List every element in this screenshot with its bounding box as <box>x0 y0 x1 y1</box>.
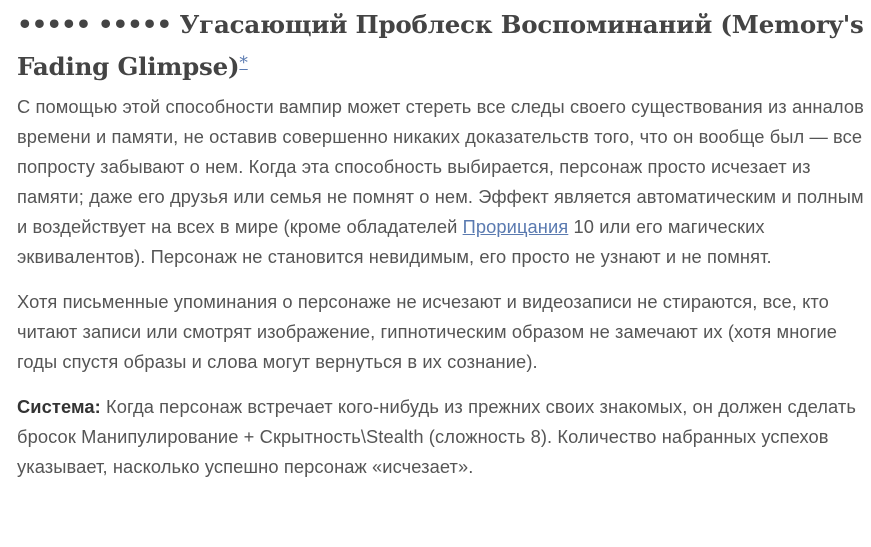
description-text-start: С помощью этой способности вампир может стереть все следы своего существования из анналов времени и памяти, не оставив совершенно никаких доказательств того, что он вообще был — все попросту забывают о нем. Когда эта способность выбирается, персонаж просто исчезает из памяти; даже его друзья или семья не помнят о нем. Эффект является автоматическим и полным и воздействует на всех в мире (кроме обладателей <box>17 96 864 237</box>
description-paragraph <box>17 92 867 272</box>
description-text-end: 10 или его магических эквивалентов). Персонаж не становится невидимым, его просто не узнают и не помнят. <box>17 216 772 267</box>
article-section <box>17 4 867 497</box>
system-paragraph <box>17 392 867 482</box>
power-level-dots: ••••• ••••• <box>17 10 172 39</box>
power-title: Угасающий Проблеск Воспоминаний (Memory's Fading Glimpse) <box>17 10 864 81</box>
system-text: Когда персонаж встречает кого-нибудь из прежних своих знакомых, он должен сделать бросок Манипулирование + Скрытность\Stealth (сложность 8). Количество набранных успехов указывает, насколько успешно персонаж «исчезает». <box>17 396 856 477</box>
divination-link[interactable]: Прорицания <box>462 216 569 237</box>
system-label: Система: <box>17 396 101 417</box>
power-heading <box>17 4 867 88</box>
records-paragraph: Хотя письменные упоминания о персонаже не исчезают и видеозаписи не стираются, все, кто читают записи или смотрят изображение, гипнотическим образом не замечают их (хотя многие годы спустя образы и слова могут вернуться в их сознание). <box>17 291 838 372</box>
footnote-link[interactable]: * <box>239 53 248 73</box>
